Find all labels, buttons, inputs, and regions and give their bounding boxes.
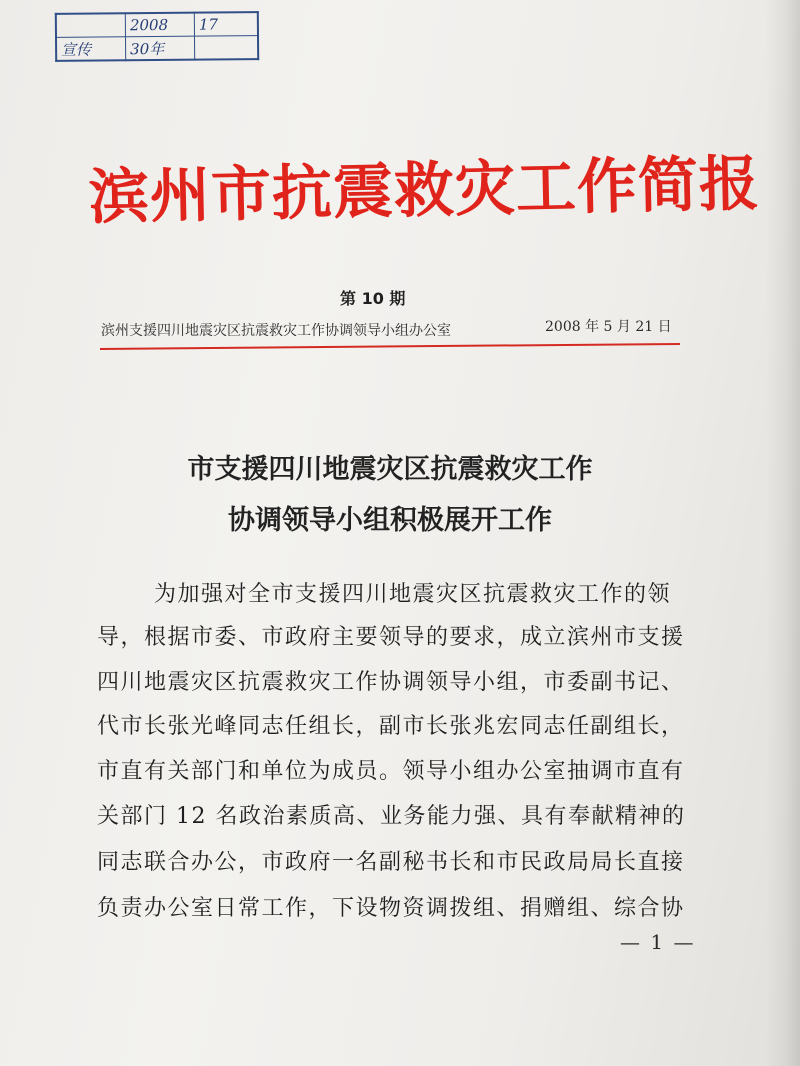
body-text-line: 关部门 12 名政治素质高、业务能力强、具有奉献精神的 bbox=[97, 804, 686, 829]
body-text-line: 市直有关部门和单位为成员。领导小组办公室抽调市直有 bbox=[97, 759, 685, 784]
stamp-number-cell: 17 bbox=[194, 12, 258, 36]
stamp-category-cell: 宣传 bbox=[56, 37, 126, 61]
issue-date: 2008 年 5 月 21 日 bbox=[545, 319, 672, 335]
body-text-line: 负责办公室日常工作，下设物资调拨组、捐赠组、综合协 bbox=[97, 896, 685, 921]
article-title-line: 协调领导小组积极展开工作 bbox=[228, 505, 552, 536]
article-title-line: 市支援四川地震灾区抗震救灾工作 bbox=[187, 454, 593, 485]
stamp-row bbox=[56, 12, 258, 37]
bulletin-masthead: 滨州市抗震救灾工作简报 bbox=[88, 148, 761, 233]
issuing-office: 滨州支援四川地震灾区抗震救灾工作协调领导小组办公室 bbox=[101, 323, 451, 339]
issue-number: 第 10 期 bbox=[340, 289, 406, 308]
paper-edge-shadow bbox=[766, 0, 800, 1066]
body-text-line: 为加强对全市支援四川地震灾区抗震救灾工作的领 bbox=[154, 582, 672, 607]
registration-stamp bbox=[55, 11, 259, 62]
body-text-line: 同志联合办公，市政府一名副秘书长和市民政局局长直接 bbox=[97, 850, 685, 875]
body-text-line: 代市长张光峰同志任组长，副市长张兆宏同志任副组长， bbox=[97, 714, 685, 739]
stamp-year-cell: 2008 bbox=[125, 13, 194, 37]
stamp-cell bbox=[56, 13, 126, 37]
stamp-cell bbox=[194, 36, 258, 60]
page-number: — 1 — bbox=[620, 930, 696, 954]
stamp-retention-cell: 30年 bbox=[126, 36, 195, 60]
body-text-line: 导，根据市委、市政府主要领导的要求，成立滨州市支援 bbox=[97, 625, 685, 650]
stamp-row bbox=[56, 36, 258, 61]
header-divider bbox=[100, 343, 680, 350]
body-text-line: 四川地震灾区抗震救灾工作协调领导小组，市委副书记、 bbox=[97, 670, 685, 695]
